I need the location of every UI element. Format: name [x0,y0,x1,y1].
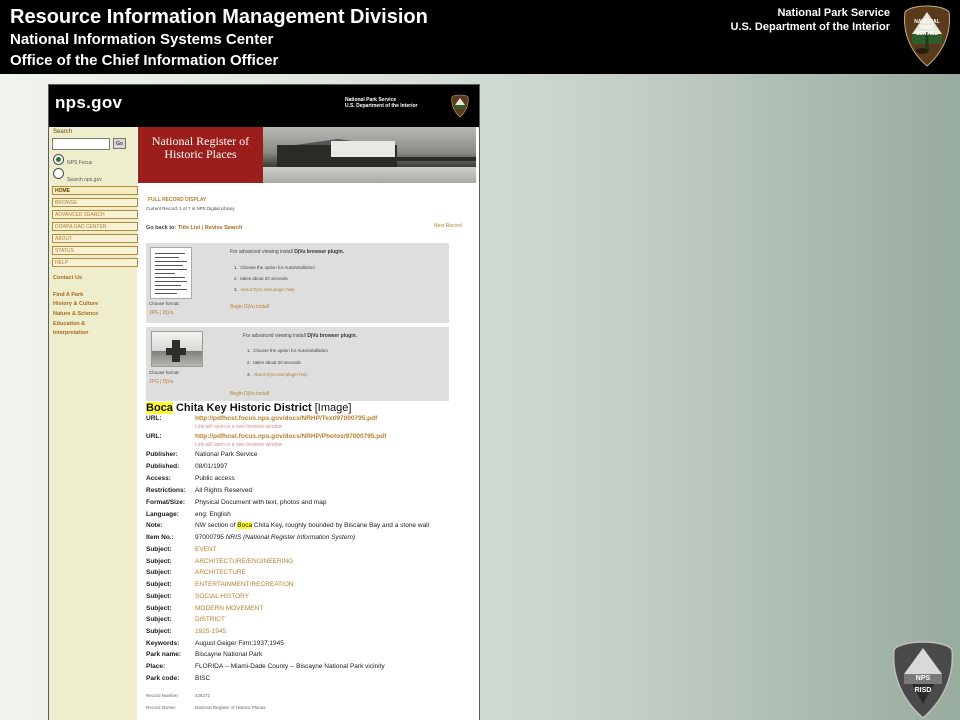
install-prefix: For advanced viewing install [230,249,293,255]
slide-header [0,0,960,74]
nav-advanced-search[interactable]: ADVANCED SEARCH [52,210,138,219]
site-department: U.S. Department of the Interior [345,103,418,109]
photo-thumbnail[interactable] [151,331,203,367]
install-step-1: 1. Choose the option for Autoinstallation [247,348,328,353]
field-value: FLORIDA -- Miami-Dade County -- Biscayne National Park vicinity [195,663,385,670]
field-subject [146,569,246,576]
web-page-screenshot [48,84,480,720]
record-title [146,402,351,414]
education-link[interactable]: Education & [53,321,86,327]
field-label: Park name: [146,651,182,658]
field-label: Subject: [146,616,172,623]
field-value: 426272 [195,693,211,698]
next-record-link[interactable]: Next Record [434,223,462,229]
field-label: Item No.: [146,534,174,541]
field-label: Subject: [146,546,172,553]
search-highlight: Boca [146,402,173,414]
field-label: URL: [146,433,162,440]
banner-photo [263,127,476,183]
choose-format-label: Choose format: [149,301,180,306]
svg-text:SERVICE: SERVICE [916,31,938,37]
risd-logo-risd-text: RISD [914,687,932,694]
agency-name: National Park Service [777,7,890,19]
search-label: Search [53,129,73,135]
nav-home[interactable]: HOME [52,186,138,195]
djvu-plugin-label: DjVu browser plugin. [307,333,358,339]
office-title: Office of the Chief Information Officer [10,52,279,69]
field-place [146,663,385,670]
search-go-button[interactable]: Go [113,138,126,149]
install-step-3: 3. About DjVu and plugin help [234,287,295,292]
site-agency: National Park Service [345,97,397,103]
field-note [146,522,429,529]
field-value: Public access [195,475,235,482]
revise-search-link[interactable]: Revise Search [204,225,243,231]
photo-viewer-box [146,327,449,401]
field-label: Park code: [146,675,180,682]
field-subject [146,616,225,623]
field-item-no [146,534,355,541]
install-step-2: 2. takes about 20 seconds [247,360,301,365]
begin-djvu-install-link[interactable]: Begin DjVu install [230,391,270,397]
full-record-title: FULL RECORD DISPLAY [148,197,207,203]
field-value: National Register of Historic Places [195,705,266,710]
nps-arrowhead-logo-icon [902,4,952,68]
djvu-help-link[interactable]: About DjVu and plugin help [253,372,308,377]
note-text: NW section of [195,522,236,529]
field-publisher [146,451,258,458]
field-label: Subject: [146,558,172,565]
field-label: Format/Size: [146,499,186,506]
field-language [146,511,231,518]
photos-pdf-link[interactable]: http://pdfhost.focus.nps.gov/docs/NRHP/Photos/97000795.pdf [195,433,387,440]
text-pdf-link[interactable]: http://pdfhost.focus.nps.gov/docs/NRHP/Text/97000795.pdf [195,415,378,422]
nps-risd-logo-icon [892,640,954,720]
record-type: [Image] [314,402,352,414]
install-step-3: 3. About DjVu and plugin help [247,372,308,377]
field-value: eng: English [195,511,231,518]
nav-help[interactable]: HELP [52,258,138,267]
subject-link[interactable]: EVENT [195,546,217,553]
field-label: Subject: [146,581,172,588]
subject-link[interactable]: ENTERTAINMENT/RECREATION [195,581,294,588]
field-subject [146,605,263,612]
field-restrictions [146,487,252,494]
subject-link[interactable]: 1925-1945 [195,628,227,635]
field-format [146,499,327,506]
field-subject [146,628,226,635]
field-label: Restrictions: [146,487,186,494]
history-culture-link[interactable]: History & Culture [53,301,99,307]
subject-link[interactable]: SOCIAL HISTORY [195,593,250,600]
nature-science-link[interactable]: Nature & Science [53,311,99,317]
search-input[interactable] [52,138,110,150]
field-label: Publisher: [146,451,178,458]
subject-link[interactable]: ARCHITECTURE/ENGINEERING [195,558,294,565]
field-label: Keywords: [146,640,180,647]
field-url-2 [146,433,386,440]
field-keywords [146,640,284,647]
url-1-note: Link will open in a new browser window [195,424,283,430]
field-park-name [146,651,262,658]
interpretation-link[interactable]: Interpretation [53,330,89,336]
field-label: Note: [146,522,163,529]
install-step-text: Choose the option for Autoinstallation [240,265,315,270]
nav-browse[interactable]: BROWSE [52,198,138,207]
field-label: Place: [146,663,166,670]
install-step-text: Choose the option for Autoinstallation [253,348,328,353]
title-list-link[interactable]: Title List [177,225,201,231]
field-value: 08/01/1997 [195,463,228,470]
document-thumbnail[interactable] [150,247,192,299]
field-label: Language: [146,511,179,518]
nps-gov-logo[interactable]: nps.gov [55,93,123,112]
nav-about[interactable]: ABOUT [52,234,138,243]
field-value: Physical Document with text, photos and map [195,499,327,506]
field-label: Record Number: [146,693,180,698]
subject-link[interactable]: MODERN MOVEMENT [195,605,264,612]
format-links[interactable]: JPG | DjVu [149,379,174,385]
field-park-code [146,675,210,682]
field-label: Access: [146,475,171,482]
go-back-label: Go back to: [146,225,177,231]
field-access [146,475,235,482]
nps-focus-label: NPS Focus [67,160,93,166]
field-label: URL: [146,415,162,422]
svg-text:NATIONAL: NATIONAL [914,19,940,25]
contact-us-link[interactable]: Contact Us [53,275,83,281]
left-nav [49,127,137,720]
search-nps-radio[interactable] [53,168,64,179]
field-subject [146,558,293,565]
field-published [146,463,228,470]
install-step-2: 2. takes about 20 seconds [234,276,288,281]
field-url-1 [146,415,377,422]
go-back-bar [146,225,242,231]
subject-link[interactable]: DISTRICT [195,616,225,623]
field-label: Subject: [146,628,172,635]
find-a-park-link[interactable]: Find A Park [53,292,84,298]
field-label: Subject: [146,605,172,612]
field-label: Published: [146,463,180,470]
install-step-1: 1. Choose the option for Autoinstallation [234,265,315,270]
field-value: National Park Service [195,451,258,458]
center-title: National Information Systems Center [10,31,274,48]
risd-logo-nps-text: NPS [915,675,931,682]
field-value: All Rights Reserved [195,487,253,494]
install-text [230,249,344,255]
field-record-number [146,693,210,698]
nris-label: NRIS (National Register Information System) [225,534,356,541]
svg-text:PARK: PARK [920,25,934,31]
nrhp-banner [138,127,476,183]
field-label: Subject: [146,593,172,600]
begin-djvu-install-link[interactable]: Begin DjVu install [230,304,270,310]
install-text [243,333,357,339]
field-record-owner [146,705,266,710]
install-prefix: For advanced viewing install [243,333,306,339]
department-name: U.S. Department of the Interior [730,21,890,33]
field-subject [146,546,217,553]
field-value: Biscayne National Park [195,651,263,658]
djvu-help-link[interactable]: About DjVu and plugin help [240,287,295,292]
format-links[interactable]: JPG | DjVu [149,310,174,316]
subject-link[interactable]: ARCHITECTURE [195,569,246,576]
field-subject [146,581,294,588]
field-value: August Geiger Firm;1937;1945 [195,640,284,647]
field-subject [146,593,249,600]
banner-title: National Register of Historic Places [138,127,263,183]
djvu-plugin-label: DjVu browser plugin. [294,249,345,255]
current-record-text: Current Record: 1 of 7 in NPS Digital Library [146,206,235,211]
nps-site-header [49,85,479,127]
install-step-text: takes about 20 seconds [253,360,301,365]
nav-download-center[interactable]: DOWNLOAD CENTER [52,222,138,231]
search-nps-label: Search nps.gov [67,177,102,183]
item-number: 97000795 [195,534,224,541]
division-title: Resource Information Management Division [10,6,428,28]
field-label: Record Owner: [146,705,177,710]
nps-focus-radio[interactable] [53,154,64,165]
choose-format-label: Choose format: [149,370,180,375]
record-title-text: Chita Key Historic District [175,402,312,414]
nav-status[interactable]: STATUS [52,246,138,255]
go-back-separator: | [201,225,204,231]
document-viewer-box [146,243,449,323]
search-highlight: Boca [237,522,253,529]
field-value: BISC [195,675,211,682]
url-2-note: Link will open in a new browser window [195,442,283,448]
note-text: Chita Key, roughly bounded by Biscane Bay and a stone wall [253,522,430,529]
nps-arrowhead-small-icon [451,94,469,118]
field-label: Subject: [146,569,172,576]
install-step-text: takes about 20 seconds [240,276,288,281]
